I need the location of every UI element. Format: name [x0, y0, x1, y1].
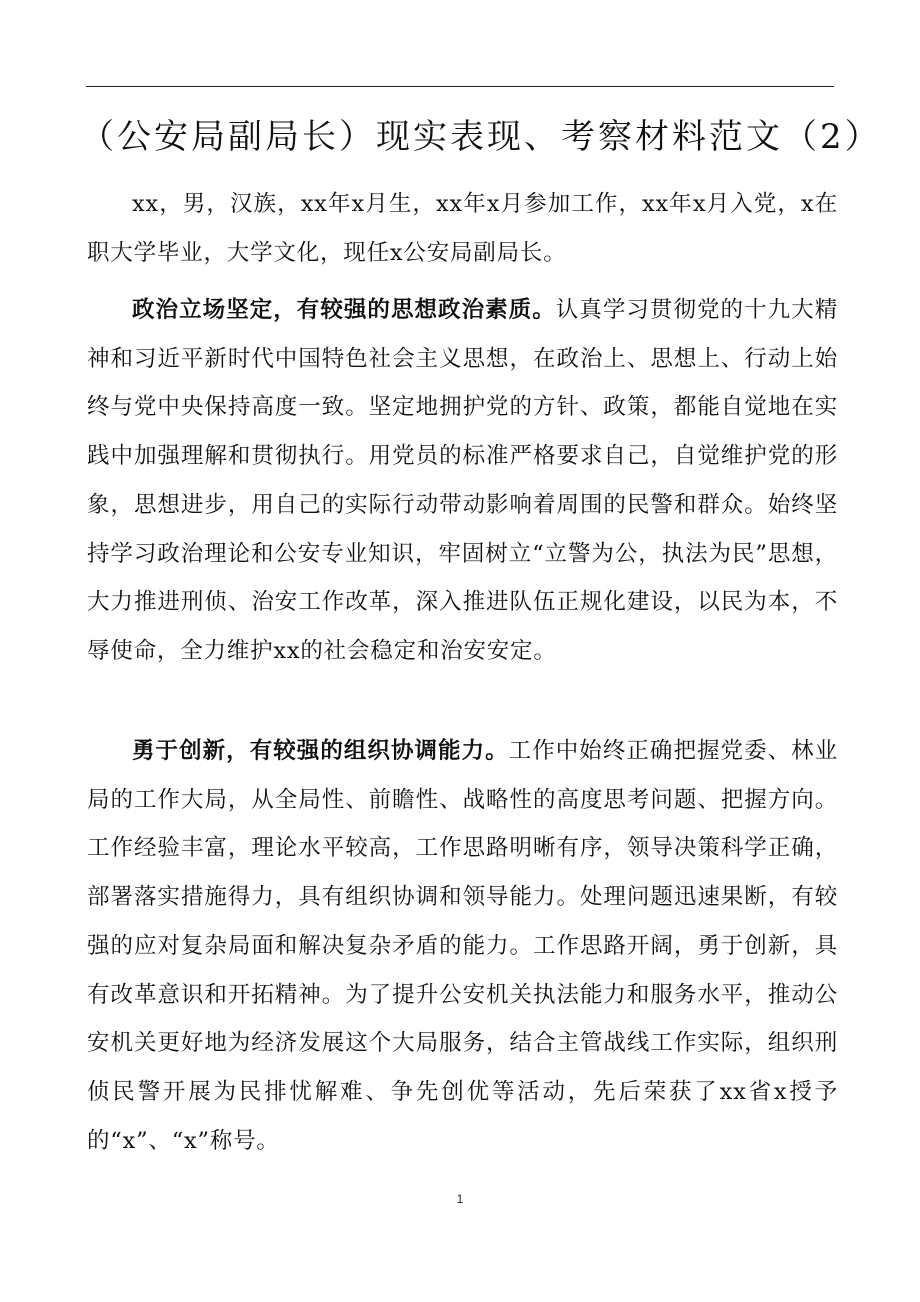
paragraph-body: 工作中始终正确把握党委、林业局的工作大局，从全局性、前瞻性、战略性的高度思考问题、把握方向。工作经验丰富，理论水平较高，工作思路明晰有序，领导决策科学正确，部署落实措施得力，具有组织协调和领导能力。处理问题迅速果断，有较强的应对复杂局面和解决复杂矛盾的能力。工作思路开阔，勇于创新，具有改革意识和开拓精神。为了提升公安机关执法能力和服务水平，推动公安机关更好地为经济发展这个大局服务，结合主管战线工作实际，组织刑侦民警开展为民排忧解难、争先创优等活动，先后荣获了xx省x授予的“x”、“x”称号。: [87, 738, 838, 1154]
paragraph-body: xx，男，汉族，xx年x月生，xx年x月参加工作，xx年x月入党，x在职大学毕业，大学文化，现任x公安局副局长。: [87, 191, 838, 266]
paragraph-lead: 政治立场坚定，有较强的思想政治素质。: [132, 297, 556, 323]
page-number: 1: [456, 1192, 464, 1206]
paragraph-innovation: [87, 727, 838, 1165]
paragraph-lead: 勇于创新，有较强的组织协调能力。: [132, 738, 509, 764]
paragraph-body: 认真学习贯彻党的十九大精神和习近平新时代中国特色社会主义思想，在政治上、思想上、行动上始终与党中央保持高度一致。坚定地拥护党的方针、政策，都能自觉地在实践中加强理解和贯彻执行。用党员的标准严格要求自己，自觉维护党的形象，思想进步，用自己的实际行动带动影响着周围的民警和群众。始终坚持学习政治理论和公安专业知识，牢固树立“立警为公，执法为民”思想，大力推进刑侦、治安工作改革，深入推进队伍正规化建设，以民为本，不辱使命，全力维护xx的社会稳定和治安安定。: [87, 297, 838, 664]
paragraph-intro: [87, 180, 838, 277]
paragraph-political-stance: [87, 286, 838, 676]
header-rule: [86, 86, 834, 87]
document-title: （公安局副局长）现实表现、考察材料范文（2）: [80, 117, 882, 157]
